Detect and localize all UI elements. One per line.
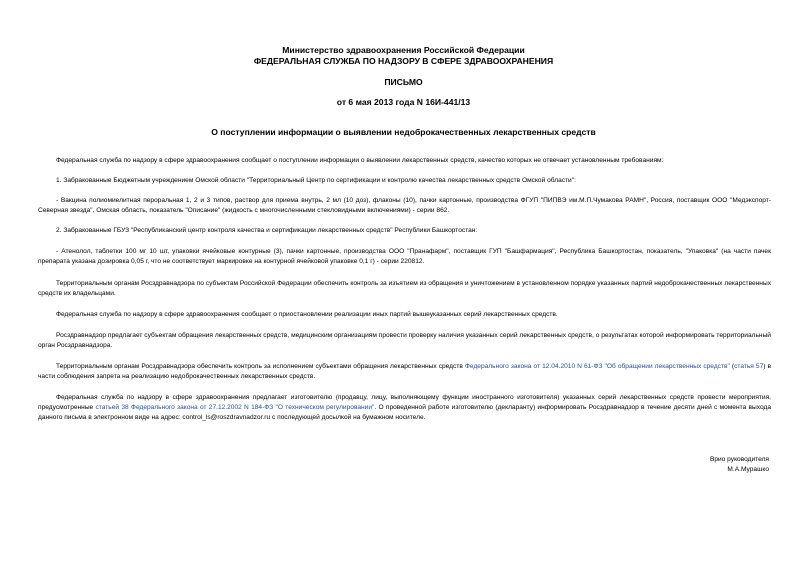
- paragraph-item-1-detail-text: - Вакцина полиомиелитная пероральная 1, 2 и 3 типов, раствор для приема внутрь, 2 мл (10 доз), флаконы (10), пачки картонные, производства ФГУП "ПИПВЭ им.М.П.Чумакова РАМН", Россия, поставщик ООО "Медэкспорт-Северная звезда", Омская область, показатель "Описание" (жидкость с многочисленными стекловидными включениями) - серии 862.: [38, 197, 771, 214]
- paragraph-law-control-text-2: (: [729, 363, 735, 370]
- paragraph-suspension: [38, 310, 771, 320]
- paragraph-item-1-detail: [38, 196, 771, 216]
- paragraph-law-control-text-3: ) в части соблюдения запрета на реализацию недоброкачественных лекарственных средств.: [38, 363, 771, 380]
- ministry-name: Министерство здравоохранения Российской Федерации: [282, 45, 525, 55]
- paragraph-item-2-detail: [38, 247, 771, 267]
- paragraph-item-2-detail-text: - Атенолол, таблетки 100 мг 10 шт, упаковки ячейковые контурные (3), пачки картонные, производства ООО "Пранафарм", поставщик ГУП "Башфармация", Республика Башкортостан, показатель, "Упаковка" (на части пачек препарата указана дозировка 0,05 г, что не соответствует маркировке на контурной ячейковой упаковке 0,1 г) - серии 220812.: [38, 248, 771, 265]
- document-type: ПИСЬМО: [384, 77, 423, 87]
- paragraph-control-text: Территориальным органам Росздравнадзора по субъектам Российской Федерации обеспечить контроль за изъятием из обращения и уничтожением в установленном порядке указанных партий недоброкачественных лекарственных средств их владельцами.: [38, 280, 771, 297]
- paragraph-item-2-text: 2. Забракованные ГБУЗ "Республиканский центр контроля качества и сертификации лекарственных средств" Республики Башкортостан:: [56, 227, 478, 234]
- paragraph-control: [38, 279, 771, 299]
- paragraph-suspension-text: Федеральная служба по надзору в сфере здравоохранения сообщает о приостановлении реализации иных партий вышеуказанных серий лекарственных средств.: [56, 311, 558, 318]
- signature-name: М.А.Мурашко: [727, 466, 769, 473]
- service-name: ФЕДЕРАЛЬНАЯ СЛУЖБА ПО НАДЗОРУ В СФЕРЕ ЗДРАВООХРАНЕНИЯ: [253, 56, 554, 66]
- paragraph-intro: [38, 156, 771, 166]
- paragraph-law-control: [38, 362, 771, 382]
- paragraph-law-control-text: Территориальным органам Росздравнадзора обеспечить контроль за исполнением субъектами обращения лекарственных средств: [56, 363, 465, 370]
- document-subject: О поступлении информации о выявлении недоброкачественных лекарственных средств: [211, 127, 596, 137]
- paragraph-item-2: [38, 226, 771, 236]
- paragraph-intro-text: Федеральная служба по надзору в сфере здравоохранения сообщает о поступлении информации о выявлении лекарственных средств, качество которых не отвечает установленным требованиям:: [56, 157, 664, 164]
- paragraph-item-1-text: 1. Забракованные Бюджетным учреждением Омской области "Территориальный Центр по сертификации и контролю качества лекарственных средств Омской области":: [56, 177, 576, 184]
- paragraph-item-1: [38, 176, 771, 186]
- document-date-number: от 6 мая 2013 года N 16И-441/13: [336, 97, 471, 107]
- paragraph-manufacturer-text: Федеральная служба по надзору в сфере здравоохранения предлагает изготовителю (продавцу, лицу, выполняющему функции иностранного изготовителя) указанных серий лекарственных средств провести мероприятия, предусмотренные: [38, 394, 771, 411]
- article-57-link[interactable]: статья 57: [734, 363, 764, 370]
- law-61fz-link[interactable]: Федерального закона от 12.04.2010 N 61-ФЗ "Об обращении лекарственных средств": [464, 363, 730, 370]
- paragraph-inspection-text: Росздравнадзор предлагает субъектам обращения лекарственных средств, медицинским организациям провести проверку наличия указанных серий лекарственных средств, о результатах которой информировать территориальный орган Росздравнадзора.: [38, 332, 771, 349]
- paragraph-manufacturer-text-2: . О проведенной работе изготовителю (декларанту) информировать Росздравнадзор в течение десяти дней с момента выхода данного письма в электронном виде на адрес: control_ls@roszdravnadzor.ru с последующей досылкой на бумажном носителе.: [38, 404, 771, 421]
- paragraph-manufacturer: [38, 393, 771, 423]
- paragraph-inspection: [38, 331, 771, 351]
- law-184fz-link[interactable]: статьей 38 Федерального закона от 27.12.2002 N 184-ФЗ "О техническом регулировании": [95, 404, 375, 411]
- signature-position: Врио руководителя: [709, 456, 769, 463]
